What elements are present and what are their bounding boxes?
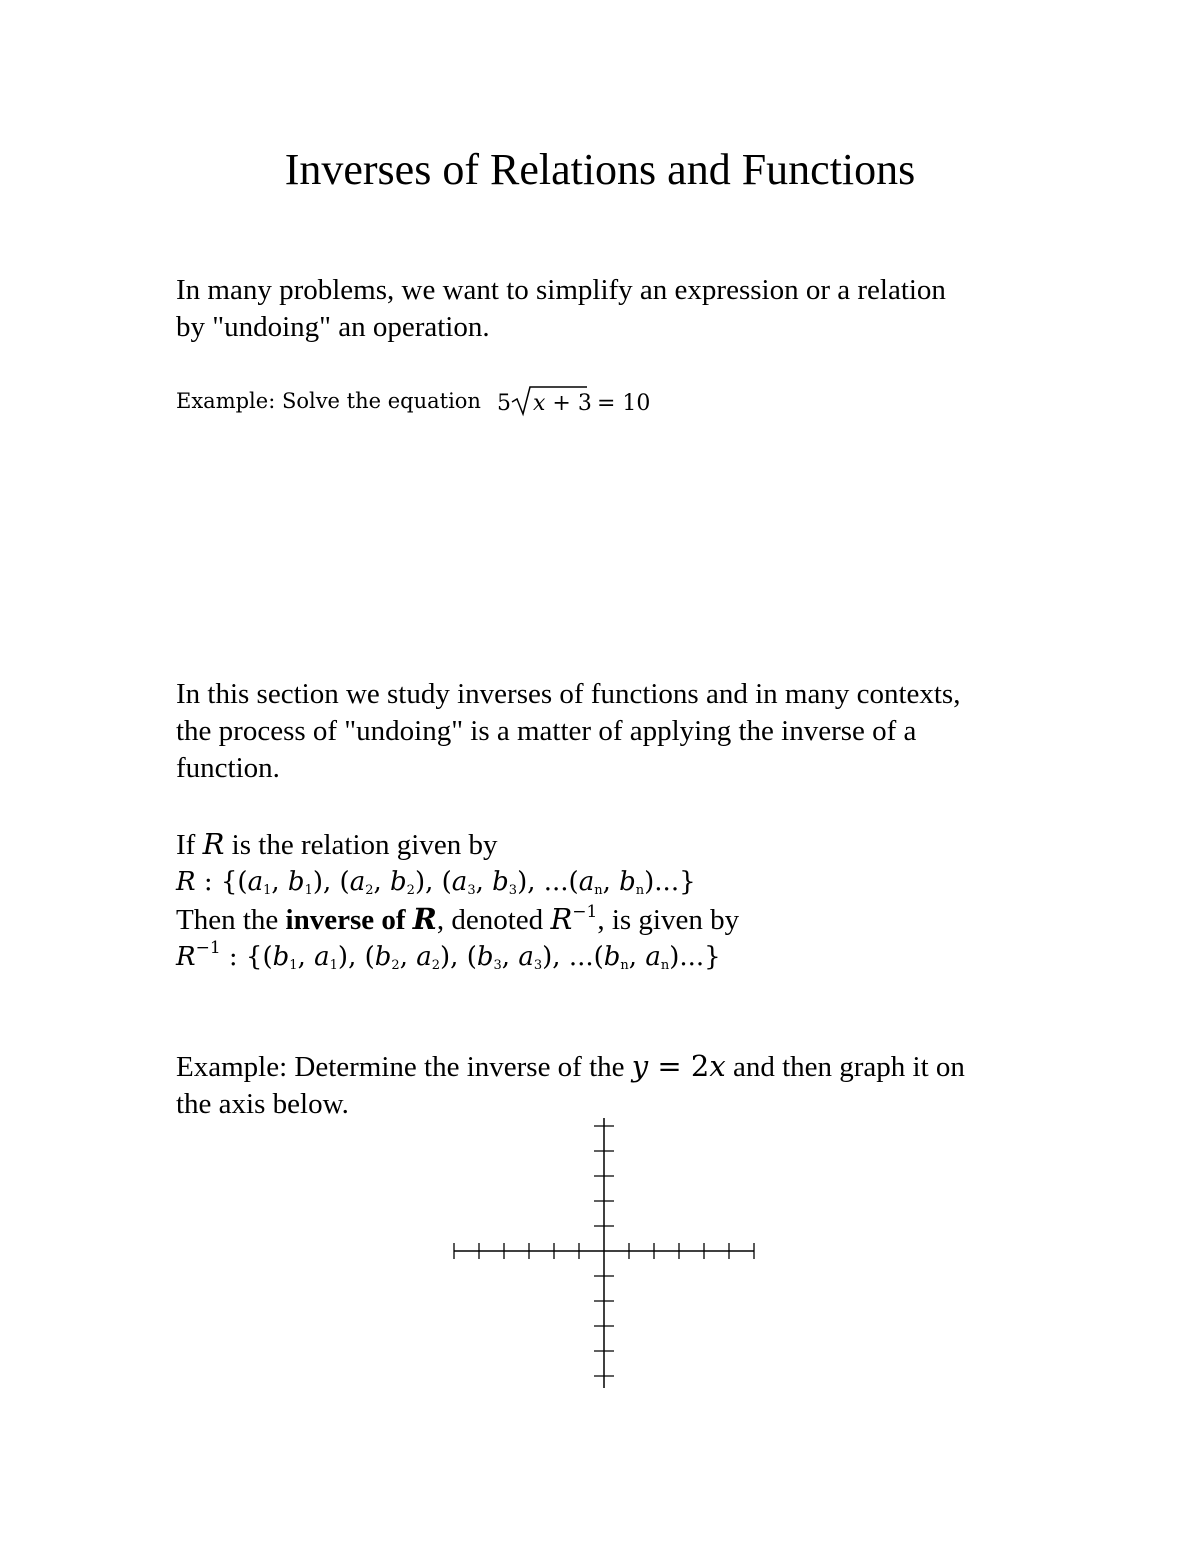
then-prefix: Then the <box>176 904 286 936</box>
section-line-3: function. <box>176 752 280 784</box>
inverse-name: R <box>176 942 196 972</box>
example2-prefix: Example: Determine the inverse of the <box>176 1051 632 1083</box>
inverse-pair-n: $...(b_n$, $a_n$)... <box>568 942 705 973</box>
inverse-pair-2: ($b_2$, $a_2$) <box>364 942 451 973</box>
then-sup: −1 <box>572 902 598 922</box>
page-title: Inverses of Relations and Functions <box>284 145 916 194</box>
section-line-2: the process of "undoing" is a matter of applying the inverse of a <box>176 715 917 747</box>
sqrt-equation <box>497 385 677 419</box>
example2-x: x <box>709 1049 726 1083</box>
inverse-set: $R^{-1}$ : {($b_1$, $a_1$), ($b_2$, $a_2$), ($b_3$, $a_3$), $...(b_n$, $a_n$)...} <box>176 938 721 973</box>
section-paragraph <box>176 676 1056 787</box>
example1-label: Example: Solve the equation <box>176 389 481 413</box>
inverse-term-text: inverse of <box>285 904 413 936</box>
if-var: R <box>202 827 225 861</box>
then-mid: , denoted <box>436 904 551 936</box>
relation-name: R <box>176 867 196 897</box>
intro-paragraph <box>176 272 1056 346</box>
eq-radicand: x + 3 <box>532 391 592 417</box>
then-denoted: R <box>550 902 573 936</box>
inverse-sup: −1 <box>195 938 221 958</box>
if-prefix: If <box>176 829 203 861</box>
definition-if-line <box>176 826 1056 864</box>
intro-line-1: In many problems, we want to simplify an expression or a relation <box>176 274 946 306</box>
intro-line-2: by "undoing" an operation. <box>176 311 490 343</box>
relation-pair-2: ($a_2$, $b_2$) <box>339 867 426 898</box>
if-suffix: is the relation given by <box>224 829 498 861</box>
eq-rhs: = 10 <box>596 391 651 417</box>
definition-block <box>176 826 1056 976</box>
example2-eq-mid: = 2 <box>648 1049 710 1083</box>
relation-pair-3: ($a_3$, $b_3$) <box>441 867 528 898</box>
example2-suffix: and then graph it on <box>725 1051 965 1083</box>
inverse-pair-3: ($b_3$, $a_3$) <box>466 942 553 973</box>
inverse-term <box>286 904 437 936</box>
relation-pair-n: $...(a_n$, $b_n$)... <box>543 867 680 898</box>
relation-set: R : {($a_1$, $b_1$), ($a_2$, $b_2$), ($a_3$, $b_3$), $...(a_n$, $b_n$)...} <box>176 867 696 898</box>
inverse-pair-1: ($b_1$, $a_1$) <box>262 942 349 973</box>
relation-pair-1: ($a_1$, $b_1$) <box>237 867 323 898</box>
example-solve-equation <box>176 384 677 419</box>
then-suffix: , is given by <box>597 904 740 936</box>
coordinate-axes[interactable] <box>450 1118 770 1388</box>
relation-colon: : <box>195 867 221 897</box>
example2-paragraph <box>176 1048 1056 1123</box>
inverse-term-var: R <box>412 902 437 936</box>
eq-coef: 5 <box>496 391 511 417</box>
section-line-1: In this section we study inverses of functions and in many contexts, <box>176 678 961 710</box>
example2-line-2: the axis below. <box>176 1088 349 1120</box>
example2-y: y <box>631 1049 649 1083</box>
definition-then-line <box>176 901 1056 939</box>
example2-line-1 <box>176 1048 1056 1086</box>
